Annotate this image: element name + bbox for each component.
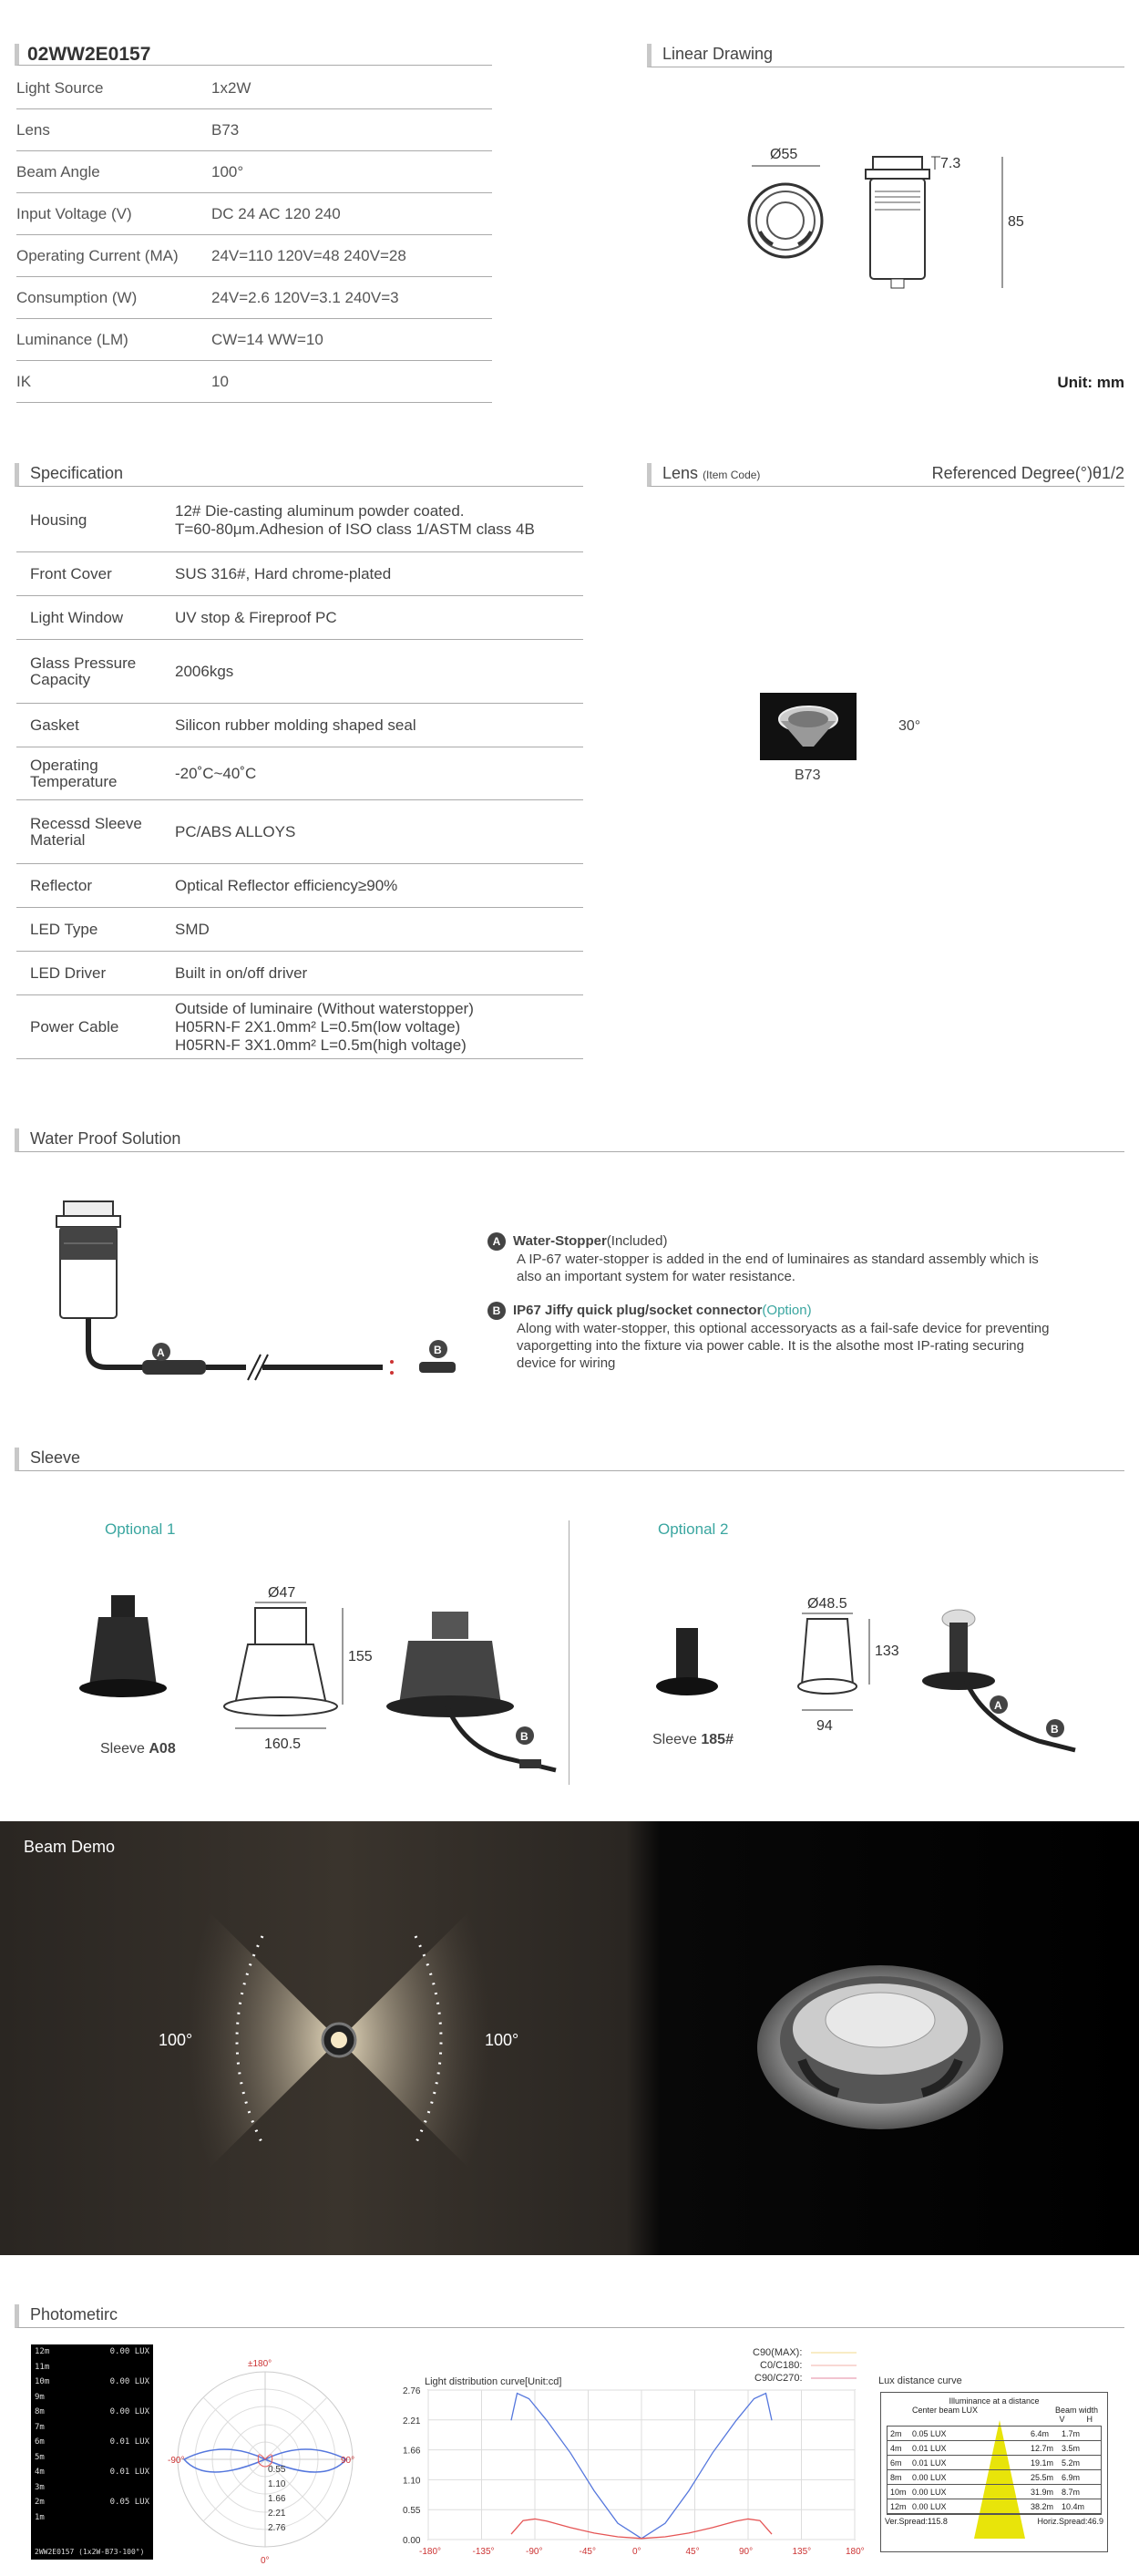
spec-row [16, 908, 583, 952]
spec-value-line: Outside of luminaire (Without waterstopper) [175, 999, 474, 1017]
basic-value: DC 24 AC 120 240 [211, 204, 341, 222]
isolux-row [31, 2390, 153, 2406]
lux-cell-h: 3.5m [1062, 2444, 1081, 2453]
curve-title: Light distribution curve[Unit:cd] [425, 2376, 562, 2387]
spec-row [16, 704, 583, 747]
spec-value-line: H05RN-F 2X1.0mm² L=0.5m(low voltage) [175, 1017, 461, 1036]
lux-rows [887, 2426, 1102, 2515]
isolux-distance: 2m [35, 2498, 45, 2507]
isolux-lux: 0.00 LUX [109, 2407, 149, 2416]
dim-diameter: Ø55 [770, 147, 798, 162]
isolux-lux: 0.00 LUX [109, 2377, 149, 2386]
basic-value: CW=14 WW=10 [211, 330, 323, 348]
isolux-lux: 0.00 LUX [109, 2347, 149, 2356]
lux-table-title: Illuminance at a distance [949, 2396, 1040, 2406]
lux-row [888, 2456, 1101, 2470]
lux-cell-h: 10.4m [1062, 2502, 1085, 2511]
linear-drawing [729, 137, 1057, 301]
beam-left-angle: 100° [159, 2031, 193, 2049]
isolux-row [31, 2480, 153, 2496]
spec-row [16, 800, 583, 864]
lux-cell-h: 1.7m [1062, 2429, 1081, 2438]
spec-row [16, 640, 583, 704]
isolux-row [31, 2495, 153, 2510]
water-b-desc-3: device for wiring [517, 1355, 616, 1371]
spec-value-line: SMD [175, 920, 210, 938]
water-a-desc-2: also an important system for water resistance. [517, 1269, 795, 1284]
spec-value [175, 716, 416, 735]
badge-b: B [487, 1302, 506, 1320]
basic-row [16, 193, 492, 235]
water-b-desc-2: vaporgetting into the fixture via power cable. It is the alsothe most IP-rating securing [517, 1338, 1024, 1354]
spec-value-line: H05RN-F 3X1.0mm² L=0.5m(high voltage) [175, 1036, 467, 1054]
svg-text:0.55: 0.55 [268, 2465, 286, 2475]
lux-title: Lux distance curve [878, 2375, 962, 2386]
isolux-lux: 0.01 LUX [109, 2468, 149, 2477]
lux-cell-v: 31.9m [1031, 2488, 1054, 2497]
legend-c90max: C90(MAX): [753, 2347, 803, 2358]
svg-text:2.76: 2.76 [268, 2523, 286, 2533]
y-tick-label: 2.76 [403, 2386, 421, 2396]
spec-value-line: UV stop & Fireproof PC [175, 608, 337, 626]
x-tick-label: -135° [472, 2547, 495, 2557]
spec-value [175, 921, 210, 939]
basic-row [16, 319, 492, 361]
lux-vh: V H [1059, 2415, 1093, 2424]
isolux-row [31, 2510, 153, 2526]
dim-height: 85 [1008, 214, 1024, 230]
isolux-distance: 11m [35, 2362, 50, 2372]
basic-row [16, 235, 492, 277]
isolux-caption: 2WW2E0157 (1x2W-B73-100°) [35, 2548, 145, 2556]
isolux-distance: 4m [35, 2468, 45, 2477]
x-tick-label: -90° [526, 2547, 543, 2557]
lux-cell-v: 6.4m [1031, 2429, 1050, 2438]
x-tick-label: 90° [739, 2547, 754, 2557]
spec-row [16, 489, 583, 552]
spec-table [16, 489, 583, 1059]
svg-text:155: 155 [348, 1649, 373, 1664]
lux-cell-lux: 0.00 LUX [912, 2473, 947, 2482]
isolux-distance: 5m [35, 2452, 45, 2462]
svg-text:Ø47: Ø47 [268, 1585, 296, 1601]
water-b: B IP67 Jiffy quick plug/socket connector(Option) Along with water-stopper, this optional accessoryacts as a fail-safe device for preventing vaporgetting into the fixture via power cable. It is the alsothe most IP-rating securing device for wiring [487, 1302, 1125, 1372]
spec-value-line: PC/ABS ALLOYS [175, 822, 296, 840]
basic-table [16, 67, 492, 403]
lux-cell-d: 2m [890, 2429, 902, 2438]
lux-cell-lux: 0.05 LUX [912, 2429, 947, 2438]
svg-text:±180°: ±180° [248, 2359, 272, 2369]
basic-label: Input Voltage (V) [16, 204, 132, 222]
isolux-distance: 12m [35, 2347, 50, 2356]
polar-chart [169, 2357, 361, 2567]
basic-row [16, 67, 492, 109]
basic-label: Luminance (LM) [16, 330, 128, 348]
sleeve-opt1-name: Sleeve A08 [100, 1741, 176, 1757]
isolux-row [31, 2405, 153, 2420]
y-tick-label: 1.10 [403, 2476, 421, 2487]
lux-cell-d: 8m [890, 2473, 902, 2482]
svg-text:160.5: 160.5 [264, 1736, 302, 1752]
lens-header: Lens (Item Code) Referenced Degree(°)θ1/2 [647, 463, 1124, 487]
lux-row [888, 2485, 1101, 2499]
basic-value: 1x2W [211, 78, 251, 97]
spec-label: Glass Pressure Capacity [30, 654, 137, 688]
lens-image [760, 693, 857, 760]
basic-value: 24V=110 120V=48 240V=28 [211, 246, 406, 264]
spec-value-line: Silicon rubber molding shaped seal [175, 716, 416, 734]
spec-value [175, 502, 535, 539]
lux-cell-lux: 0.01 LUX [912, 2458, 947, 2468]
lux-cell-v: 25.5m [1031, 2473, 1054, 2482]
lux-row [888, 2470, 1101, 2485]
lux-row [888, 2427, 1101, 2441]
lux-cell-gap [964, 2427, 1028, 2440]
water-b-desc-1: Along with water-stopper, this optional accessoryacts as a fail-safe device for preventing [517, 1321, 1050, 1336]
isolux-row [31, 2435, 153, 2450]
basic-row [16, 361, 492, 403]
lux-row [888, 2499, 1101, 2514]
spec-value-line: 2006kgs [175, 662, 234, 680]
x-tick-label: -180° [419, 2547, 442, 2557]
svg-text:B: B [434, 1344, 442, 1356]
spec-value [175, 609, 337, 627]
legend-c0: C0/C180: [760, 2360, 803, 2371]
lux-cell-lux: 0.01 LUX [912, 2444, 947, 2453]
lux-cell-d: 6m [890, 2458, 902, 2468]
lux-header: Center beam LUX Beam width [912, 2406, 1098, 2415]
photometric-header: Photometirc [15, 2304, 1124, 2328]
svg-text:133: 133 [875, 1643, 899, 1659]
x-tick-label: -45° [579, 2547, 596, 2557]
distribution-curve [401, 2344, 866, 2563]
unit-label: Unit: mm [1057, 374, 1124, 391]
basic-label: IK [16, 372, 32, 390]
beam-demo-title: Beam Demo [24, 1838, 116, 1856]
spec-value [175, 877, 397, 895]
water-a-desc-1: A IP-67 water-stopper is added in the end of luminaires as standard assembly which is [517, 1252, 1039, 1267]
legend-c90: C90/C270: [754, 2373, 803, 2384]
lux-cell-d: 4m [890, 2444, 902, 2453]
isolux-rows [31, 2344, 153, 2525]
isolux-distance: 8m [35, 2407, 45, 2416]
spec-label: LED Type [30, 920, 98, 938]
lux-row [888, 2441, 1101, 2456]
product-code: 02WW2E0157 [27, 44, 151, 65]
lens-name: B73 [795, 768, 821, 783]
basic-row [16, 277, 492, 319]
isolux-distance: 3m [35, 2482, 45, 2492]
lens-icon [772, 699, 845, 754]
lux-cell-d: 10m [890, 2488, 907, 2497]
isolux-distance: 6m [35, 2437, 45, 2447]
lux-table [880, 2392, 1108, 2552]
basic-row [16, 151, 492, 193]
spec-row [16, 596, 583, 640]
lux-cell-v: 19.1m [1031, 2458, 1054, 2468]
spec-label: Front Cover [30, 564, 112, 582]
y-tick-label: 0.00 [403, 2536, 421, 2546]
spec-value-line: Built in on/off driver [175, 963, 308, 982]
lux-cell-v: 38.2m [1031, 2502, 1054, 2511]
spec-row [16, 952, 583, 995]
spec-value [175, 823, 295, 841]
linear-drawing-header: Linear Drawing [647, 44, 1124, 67]
lux-cell-gap [964, 2470, 1028, 2484]
spec-value [175, 1000, 474, 1055]
lux-cell-h: 6.9m [1062, 2473, 1081, 2482]
lux-cell-lux: 0.00 LUX [912, 2502, 947, 2511]
spec-value-line: 12# Die-casting aluminum powder coated. [175, 501, 465, 520]
lux-cell-gap [964, 2441, 1028, 2455]
svg-text:90°: 90° [341, 2456, 355, 2466]
basic-label: Lens [16, 120, 50, 139]
svg-text:-90°: -90° [168, 2456, 185, 2466]
isolux-distance: 7m [35, 2422, 45, 2432]
water-header: Water Proof Solution [15, 1128, 1124, 1152]
isolux-row [31, 2360, 153, 2375]
svg-text:0°: 0° [261, 2556, 270, 2566]
basic-value: 24V=2.6 120V=3.1 240V=3 [211, 288, 399, 306]
lux-cell-h: 8.7m [1062, 2488, 1081, 2497]
isolux-row [31, 2450, 153, 2466]
spec-row [16, 995, 583, 1059]
y-tick-label: 1.66 [403, 2446, 421, 2457]
lux-cell-gap [964, 2499, 1028, 2513]
sleeve-opt1-label: Optional 1 [105, 1520, 176, 1538]
x-tick-label: 180° [846, 2547, 865, 2557]
spec-label: Operating Temperature [30, 756, 118, 790]
basic-value: 100° [211, 162, 244, 180]
y-tick-label: 2.21 [403, 2416, 421, 2427]
spec-label: Housing [30, 510, 87, 529]
spec-row [16, 864, 583, 908]
x-tick-label: 45° [685, 2547, 700, 2557]
spec-value [175, 765, 256, 783]
water-diagram [46, 1194, 474, 1404]
spec-value-line: SUS 316#, Hard chrome-plated [175, 564, 392, 582]
spec-header: Specification [15, 463, 583, 487]
lux-cell-d: 12m [890, 2502, 907, 2511]
y-tick-label: 0.55 [403, 2506, 421, 2517]
svg-text:A: A [994, 1699, 1002, 1712]
dim-top: 7.3 [940, 156, 961, 171]
svg-text:B: B [1051, 1723, 1059, 1736]
spec-label: Gasket [30, 716, 79, 734]
basic-value: B73 [211, 120, 240, 139]
spec-value [175, 663, 233, 681]
spec-label: Light Window [30, 608, 124, 626]
sleeve-opt2-drawing [638, 1586, 1112, 1787]
sleeve-opt2-name: Sleeve 185# [652, 1732, 734, 1747]
lux-cell-h: 5.2m [1062, 2458, 1081, 2468]
isolux-row [31, 2420, 153, 2436]
svg-text:1.66: 1.66 [268, 2494, 286, 2504]
lux-cell-gap [964, 2485, 1028, 2499]
lens-degree: 30° [898, 718, 921, 734]
svg-text:2.21: 2.21 [268, 2509, 286, 2519]
lux-cell-lux: 0.00 LUX [912, 2488, 947, 2497]
svg-text:94: 94 [816, 1718, 833, 1734]
spec-value [175, 565, 391, 583]
water-a: A Water-Stopper(Included) A IP-67 water-stopper is added in the end of luminaires as standard assembly which is also an important system for water resistance. [487, 1232, 1125, 1285]
basic-label: Consumption (W) [16, 288, 138, 306]
lux-cell-v: 12.7m [1031, 2444, 1054, 2453]
spec-value-line: Optical Reflector efficiency≥90% [175, 876, 398, 894]
spec-label: Reflector [30, 876, 93, 894]
isolux-distance: 1m [35, 2512, 45, 2522]
beam-right-angle: 100° [485, 2031, 519, 2049]
isolux-distance: 10m [35, 2377, 50, 2386]
basic-value: 10 [211, 372, 229, 390]
lux-cell-gap [964, 2456, 1028, 2469]
sleeve-header: Sleeve [15, 1448, 1124, 1471]
isolux-lux: 0.05 LUX [109, 2498, 149, 2507]
svg-text:1.10: 1.10 [268, 2479, 286, 2489]
isolux-row [31, 2465, 153, 2480]
spec-row [16, 747, 583, 800]
x-tick-label: 135° [792, 2547, 812, 2557]
badge-a: A [487, 1232, 506, 1251]
spec-label: Power Cable [30, 1017, 119, 1036]
basic-row [16, 109, 492, 151]
svg-text:A: A [157, 1346, 165, 1359]
svg-text:B: B [520, 1730, 528, 1743]
spec-value-line: -20˚C~40˚C [175, 764, 257, 782]
lux-footer: Ver.Spread:115.8 Horiz.Spread:46.9 [885, 2517, 1103, 2526]
isolux-lux: 0.01 LUX [109, 2437, 149, 2447]
basic-label: Operating Current (MA) [16, 246, 179, 264]
spec-row [16, 552, 583, 596]
beam-demo-drawing [0, 1821, 1139, 2255]
isolux-distance: 9m [35, 2392, 45, 2402]
spec-label: LED Driver [30, 963, 107, 982]
x-tick-label: 0° [632, 2547, 641, 2557]
basic-label: Beam Angle [16, 162, 100, 180]
spec-value-line: T=60-80μm.Adhesion of ISO class 1/ASTM class 4B [175, 520, 535, 538]
isolux-row [31, 2344, 153, 2360]
spec-value [175, 964, 307, 983]
isolux-row [31, 2375, 153, 2390]
basic-label: Light Source [16, 78, 104, 97]
isolux-panel [31, 2344, 153, 2560]
sleeve-opt2-label: Optional 2 [658, 1520, 729, 1538]
svg-text:Ø48.5: Ø48.5 [807, 1596, 847, 1612]
spec-label: Recessd Sleeve Material [30, 814, 142, 849]
